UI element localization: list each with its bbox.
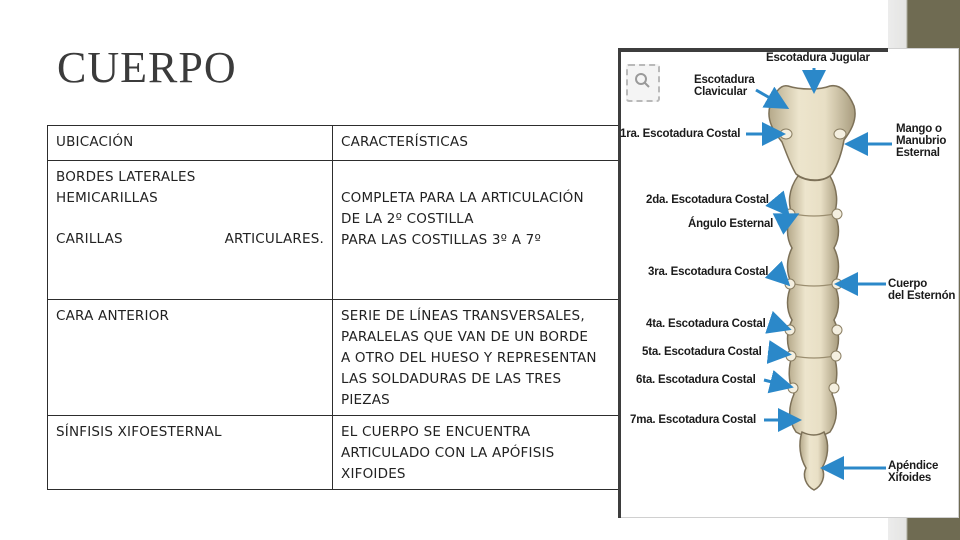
cell-ubicacion-cara: CARA ANTERIOR: [48, 300, 333, 416]
carillas-line: [56, 229, 324, 250]
caracteristicas-line: PARALELAS QUE VAN DE UN BORDE: [341, 329, 589, 345]
table-row: [48, 161, 619, 300]
label-escotadura-jugular: Escotadura Jugular: [766, 52, 870, 64]
label-costal-6: 6ta. Escotadura Costal: [636, 374, 756, 386]
label-costal-7: 7ma. Escotadura Costal: [630, 414, 756, 426]
arrow-costal-6: [764, 380, 788, 386]
articulares-word: ARTICULARES.: [224, 231, 324, 247]
caracteristicas-line: LAS SOLDADURAS DE LAS TRES: [341, 371, 562, 387]
label-costal-1: 1ra. Escotadura Costal: [620, 128, 741, 140]
caracteristicas-line: PIEZAS: [341, 392, 390, 408]
cell-ubicacion-sinfisis: SÍNFISIS XIFOESTERNAL: [48, 416, 333, 490]
label-angulo-esternal: Ángulo Esternal: [688, 218, 774, 230]
ubicacion-line: BORDES LATERALES: [56, 169, 196, 185]
caracteristicas-line: DE LA 2º COSTILLA: [341, 211, 474, 227]
label-costal-3: 3ra. Escotadura Costal: [648, 266, 769, 278]
caracteristicas-line: PARA LAS COSTILLAS 3º A 7º: [341, 232, 542, 248]
ubicacion-line: HEMICARILLAS: [56, 190, 158, 206]
label-apendice-xifoides: Apéndice Xifoides: [888, 460, 939, 484]
arrow-costal-4: [774, 324, 786, 328]
carillas-word: CARILLAS: [56, 231, 123, 247]
table-header-row: [48, 126, 619, 161]
cell-caracteristicas-sinfisis: [333, 416, 619, 490]
label-costal-2: 2da. Escotadura Costal: [646, 194, 769, 206]
label-cuerpo: Cuerpo del Esternón: [888, 278, 956, 302]
caracteristicas-line: A OTRO DEL HUESO Y REPRESENTAN: [341, 350, 597, 366]
label-mango: Mango o Manubrio Esternal: [896, 123, 947, 159]
arrow-costal-5: [768, 352, 786, 354]
caracteristicas-line: EL CUERPO SE ENCUENTRA: [341, 424, 531, 440]
label-costal-5: 5ta. Escotadura Costal: [642, 346, 762, 358]
cell-caracteristicas-cara: [333, 300, 619, 416]
table-row: [48, 416, 619, 490]
sternum-figure: [618, 48, 959, 518]
label-escotadura-clavicular: Escotadura Clavicular: [694, 74, 755, 98]
caracteristicas-line: XIFOIDES: [341, 466, 406, 482]
label-costal-4: 4ta. Escotadura Costal: [646, 318, 766, 330]
header-caracteristicas: CARACTERÍSTICAS: [333, 126, 619, 161]
arrow-costal-3: [776, 272, 786, 282]
caracteristicas-line: COMPLETA PARA LA ARTICULACIÓN: [341, 190, 584, 206]
header-ubicacion: UBICACIÓN: [48, 126, 333, 161]
arrow-costal-2: [776, 200, 786, 212]
caracteristicas-line: ARTICULADO CON LA APÓFISIS: [341, 445, 555, 461]
arrow-clavicular: [756, 90, 784, 106]
caracteristicas-line: SERIE DE LÍNEAS TRANSVERSALES,: [341, 308, 585, 324]
cell-caracteristicas-bordes: [333, 161, 619, 300]
cell-ubicacion-bordes: [48, 161, 333, 300]
table-row: [48, 300, 619, 416]
sternum-table: [47, 125, 619, 490]
arrow-angulo: [778, 216, 794, 224]
slide-title: CUERPO: [57, 43, 237, 92]
